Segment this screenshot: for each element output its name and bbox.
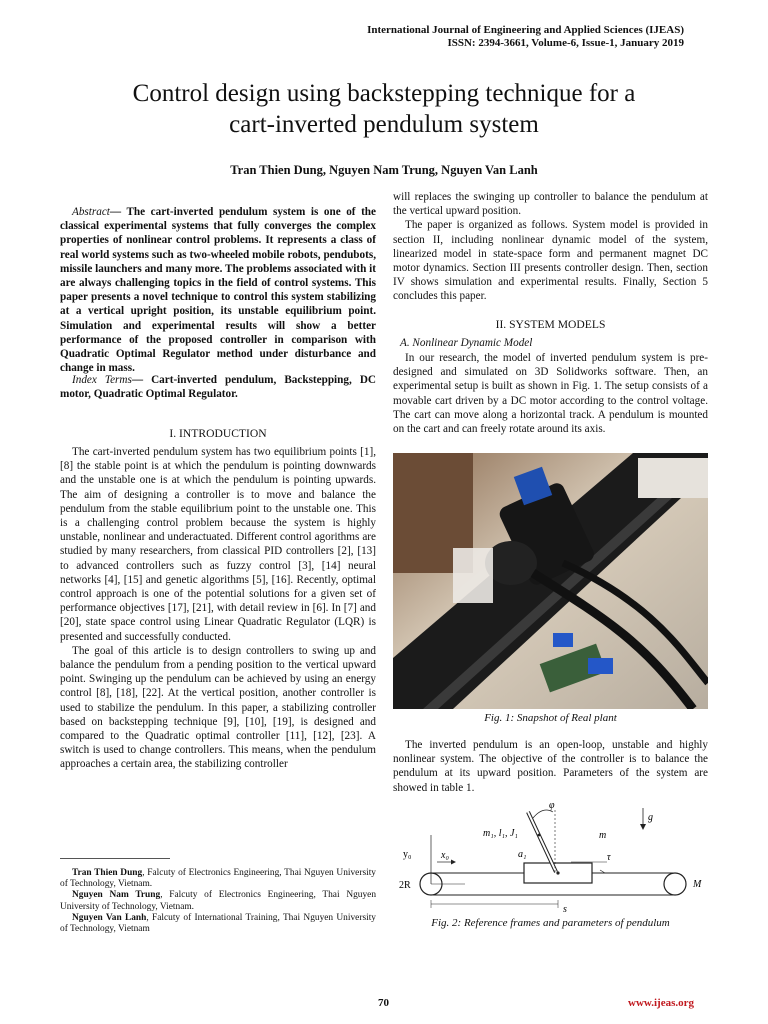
section-heading-introduction: I. INTRODUCTION (169, 427, 267, 440)
open-loop-paragraph: The inverted pendulum is an open-loop, unstable and highly nonlinear system. The objective of the controller is to balance the pendulum at its upward position. Parameters of the system are showed in table 1. (393, 739, 708, 794)
subsection-heading-nonlinear: A. Nonlinear Dynamic Model (400, 337, 533, 349)
label-s: s (563, 904, 567, 915)
section-heading-system-models: II. SYSTEM MODELS (495, 318, 606, 331)
label-g: g (648, 812, 653, 823)
organization-paragraph: The paper is organized as follows. System model is provided in section II, including nonlinear dynamic model of the system, linearized model in state-space form and permanent magnet DC motor dynamics. Section III presents controller design. Then, section IV shows simulation and experimental results. Finally, Section 5 concludes this paper. (393, 219, 708, 303)
label-y0: y₀ (403, 849, 412, 860)
footnotes (60, 868, 376, 935)
footnote-3: Nguyen Van Lanh, Falcuty of International Training, Thai Nguyen University of Technology, Vietnam (60, 912, 376, 935)
index-terms (60, 373, 376, 401)
fig2-diagram (393, 800, 708, 916)
right-column-top (393, 190, 708, 304)
intro-paragraph-2: The goal of this article is to design controllers to swing up and balance the pendulum from a pending position to the vertical upward point. Swinging up the pendulum can be achieved by using an energy control [8], [18], [22]. At the vertical position, another controller is used to stabilize the pendulum. In this paper, a stabilizing controller based on backstepping technique [9], [10], [19], is designed and compared to the Quadratic optimal controller [11], [12], [23]. A switch is used to change controllers. This means, when the pendulum approaches a certain area, the stabilizing controller (60, 644, 376, 771)
abstract-label: Abstract (72, 206, 110, 218)
label-tau: τ (607, 852, 611, 863)
right-pulley (664, 873, 686, 895)
label-motor: M (693, 879, 702, 890)
title-line-2: cart-inverted pendulum system (229, 111, 539, 138)
footnote-divider (60, 858, 170, 859)
journal-issn: ISSN: 2394-3661, Volume-6, Issue-1, January 2019 (447, 37, 684, 49)
fig1-caption: Fig. 1: Snapshot of Real plant (484, 712, 617, 724)
fig1-photo (393, 453, 708, 709)
label-m: m (599, 830, 607, 841)
paper-title (0, 78, 768, 140)
abstract (60, 205, 376, 375)
model-paragraph: In our research, the model of inverted pendulum system is pre-designed and simulated on 3D Solidworks software. Then, an experimental setup is built as shown in Fig. 1. The setup consists of a movable cart driven by a DC motor according to the control voltage. The cart can move along a horizontal track. A pendulum is mounted on the cart and can freely rotate around its axis. (393, 352, 708, 436)
title-line-1: Control design using backstepping technique for a (132, 80, 636, 107)
footnote-2: Nguyen Nam Trung, Falcuty of Electronics Engineering, Thai Nguyen University of Technology, Vietnam. (60, 890, 377, 912)
label-x0: x₀ (441, 850, 449, 861)
journal-website-link[interactable]: www.ijeas.org (628, 997, 694, 1009)
label-a1: a₁ (518, 849, 527, 860)
label-m1: m₁, l₁, J₁ (483, 828, 518, 839)
author-list: Tran Thien Dung, Nguyen Nam Trung, Nguyen Van Lanh (230, 163, 538, 177)
continued-paragraph: will replaces the swinging up controller to balance the pendulum at the vertical upward position. (393, 191, 708, 218)
fig2-caption: Fig. 2: Reference frames and parameters of pendulum (431, 917, 670, 929)
intro-paragraph-1: The cart-inverted pendulum system has two equilibrium points [1], [8] the stable point is at which the pendulum is pointing downwards and the unstable one is at which the pendulum is pointing upwards. The aim of designing a controller is to move and balance the pendulum from the stable equilibrium point to the unstable one. This is a challenging control problem because the system is highly unstable, nonlinear and underactuated. Different control agorithms are studied by many researchers, from classical PID controllers [2], [13] to advanced controllers such as fuzzy control [3], [14] neural networks [4], [15] and genetic algorithms [5], [16]. Recently, optimal control approach is one of the potential solutions for a given set of performance objectives [17], [21], with detail review in [6]. In [7] and [20], state space control using Linear Quadratic Regulator (LQR) is presented and successfully conducted. (60, 446, 376, 643)
index-terms-dash: — (131, 374, 144, 386)
journal-name: International Journal of Engineering and Applied Sciences (IJEAS) (367, 24, 684, 36)
abstract-text: The cart-inverted pendulum system is one of the classical experimental systems that fully converges the complex properties of nonlinear control problems. It represents a class of real world systems such as two-wheeled mobile robots, pendubots, missile launchers and many more. The problems associated with it are always challenging topics in the field of control systems. This paper presents a novel technique to control this system stabilizing at a vertical upright position, its unstable equilibrium point. Simulation and experimental results will show a better performance of the proposed controller in comparison with Quadratic Optimal Regulator method under disturbance and change in mass. (60, 206, 376, 375)
abstract-dash: — (109, 206, 122, 218)
label-2r: 2R (399, 880, 411, 891)
introduction-body (60, 445, 376, 772)
index-terms-label: Index Terms (72, 374, 132, 386)
pendulum-diagram (393, 800, 708, 916)
label-phi: φ (549, 800, 555, 811)
real-plant-photo (393, 453, 708, 709)
index-terms-text: Cart-inverted pendulum, Backstepping, DC motor, Quadratic Optimal Regulator. (60, 374, 376, 401)
journal-header (367, 24, 684, 50)
page-number: 70 (378, 997, 389, 1009)
footnote-1: Tran Thien Dung, Falcuty of Electronics Engineering, Thai Nguyen University of Technology, Vietnam. (60, 868, 376, 890)
